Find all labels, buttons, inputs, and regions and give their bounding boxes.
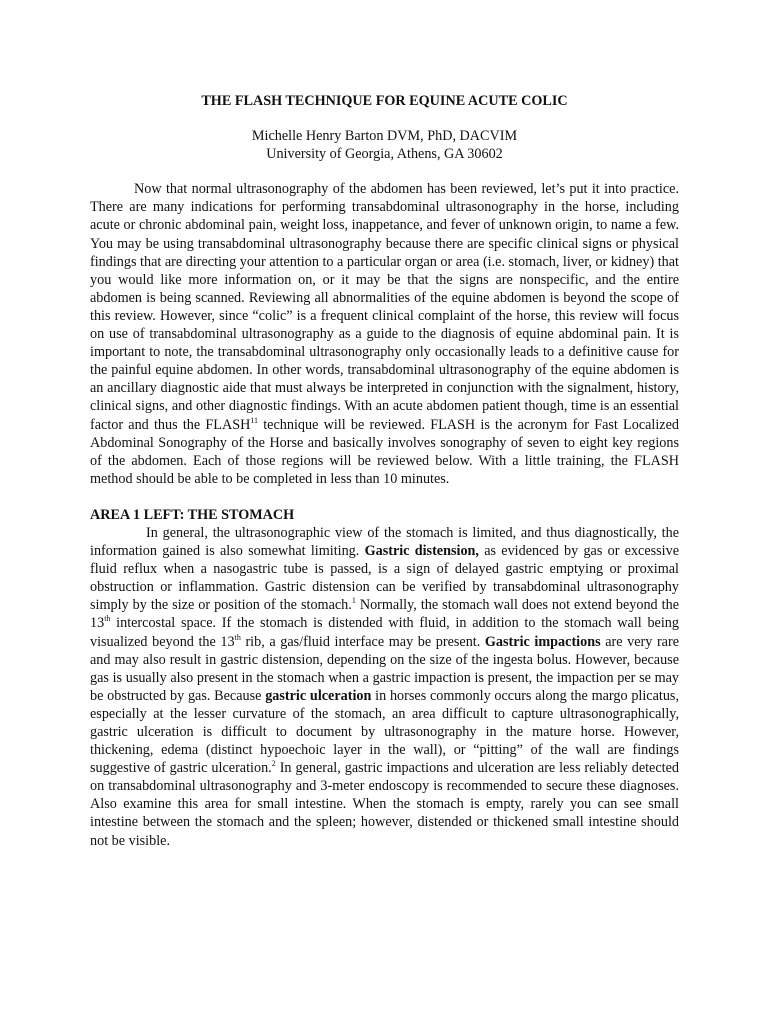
intro-text-1: Now that normal ultrasonography of the abdomen has been reviewed, let’s put it into practice. There are many indications for performing transabdominal ultrasonography in the horse, including acute or chronic abdominal pain, weight loss, inappetance, and fever of unknown origin, to name a few. You may be using transabdominal ultrasonography because there are specific clinical signs or physical findings that are directing your attention to a particular organ or area (i.e. stomach, liver, or kidney) that you would like more information on, or it may be that the signs are nonspecific, and the entire abdomen is being scanned. Reviewing all abnormalities of the equine abdomen is beyond the scope of this review. However, since “colic” is a frequent clinical complaint of the horse, this review will focus on use of transabdominal ultrasonography as a guide to the diagnosis of equine abdominal pain. It is important to note, the transabdominal ultrasonography only occasionally leads to a definitive cause for the painful equine abdomen. In other words, transabdominal ultrasonography of the equine abdomen is an ancillary diagnostic aide that must always be interpreted in conjunction with the signalment, history, clinical signs, and other diagnostic findings. With an acute abdomen patient though, time is an essential factor and thus the FLASH (90, 181, 679, 433)
citation-superscript: 1 (351, 596, 356, 606)
area1-paragraph (90, 524, 679, 850)
section-heading-area1: AREA 1 LEFT: THE STOMACH (90, 506, 295, 523)
document-page (90, 92, 679, 850)
intro-text-2: technique will be reviewed. FLASH is the acronym for Fast Localized Abdominal Sonography of the Horse and basically involves sonography of seven to eight key regions of the abdomen. Each of those regions will be reviewed below. With a little training, the FLASH method should be able to be completed in less than 10 minutes. (90, 416, 679, 487)
bold-term-gastric-distension: Gastric distension, (364, 543, 479, 560)
area1-text-6: are very rare and may also result in gastric distension, depending on the size of the ingesta bolus. However, because gas is usually also present in the stomach when a gastric impaction is present, the impaction per se may be obstructed by gas. Because (90, 633, 680, 704)
area1-text-3: Normally, the stomach wall does not extend beyond the 13 (90, 597, 679, 632)
document-title: THE FLASH TECHNIQUE FOR EQUINE ACUTE COLIC (201, 93, 568, 109)
affiliation-line: University of Georgia, Athens, GA 30602 (266, 146, 503, 163)
ordinal-superscript: th (234, 632, 241, 642)
citation-superscript: 2 (271, 759, 276, 769)
ordinal-superscript: th (104, 614, 111, 624)
area1-text-7: in horses commonly occurs along the margo plicatus, especially at the lesser curvature of the stomach, an area difficult to capture ultrasonographically, gastric ulceration is difficult to document by ultrasonography in the mature horse. However, thickening, edema (distinct hypoechoic layer in the wall), or “pitting” of the wall are findings suggestive of gastric ulceration. (90, 687, 680, 777)
citation-superscript: 11 (250, 415, 259, 425)
area1-text-8: In general, gastric impactions and ulceration are less reliably detected on transabdominal ultrasonography and 3-meter endoscopy is recommended to secure these diagnoses. Also examine this area for small intestine. When the stomach is empty, rarely you can see small intestine between the stomach and the spleen; however, distended or thickened small intestine should not be visible. (90, 760, 679, 849)
area1-text-4: intercostal space. If the stomach is distended with fluid, in addition to the stomach wall being visualized beyond the 13 (90, 615, 679, 650)
area1-text-2: as evidenced by gas or excessive fluid reflux when a nasogastric tube is passed, is a sign of delayed gastric emptying or proximal obstruction or inflammation. Gastric distension can be verified by transabdominal ultrasonography simply by the size or position of the stomach. (90, 543, 680, 614)
bold-term-gastric-impactions: Gastric impactions (484, 633, 601, 650)
area1-text-1: In general, the ultrasonographic view of the stomach is limited, and thus diagnostically, the information gained is also somewhat limiting. (90, 524, 679, 560)
area1-text-5: rib, a gas/fluid interface may be present. (240, 633, 485, 650)
intro-paragraph (90, 180, 679, 488)
author-line: Michelle Henry Barton DVM, PhD, DACVIM (251, 128, 518, 145)
bold-term-gastric-ulceration: gastric ulceration (265, 687, 372, 704)
